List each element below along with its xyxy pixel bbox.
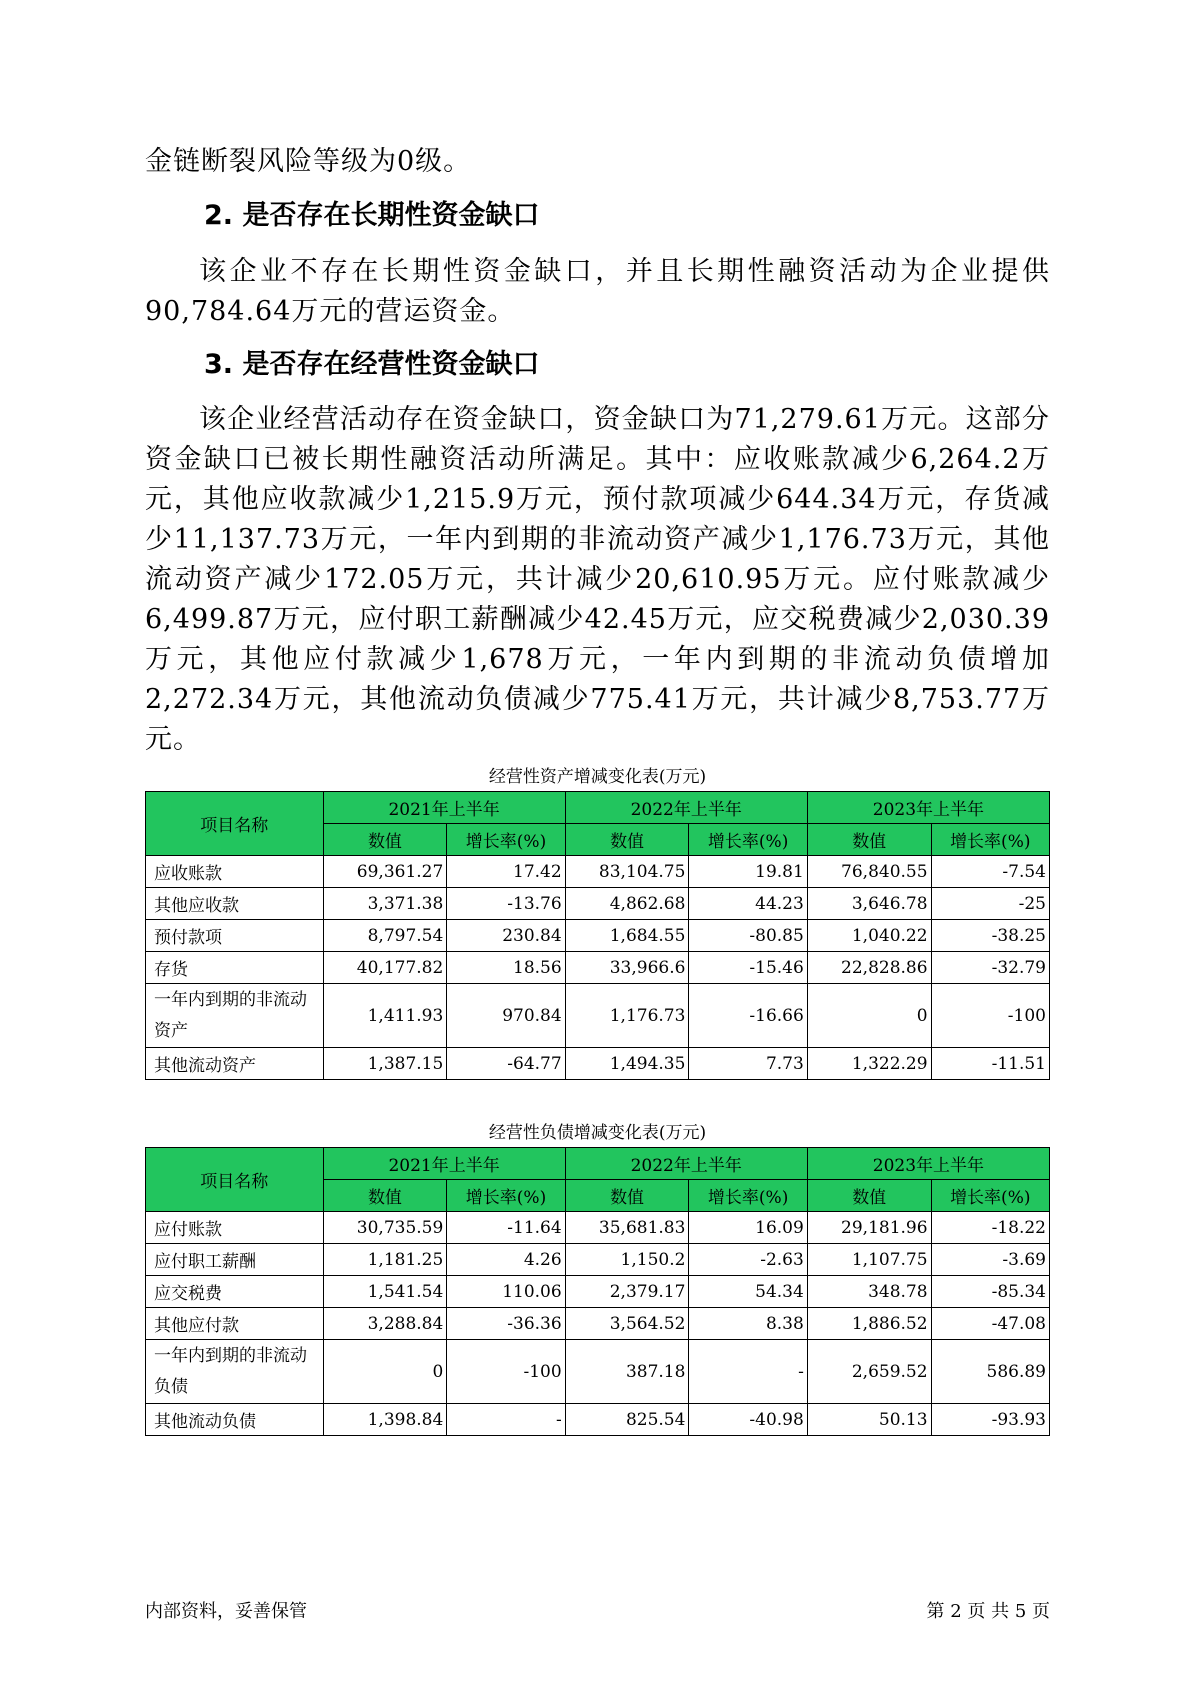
value-cell: 1,684.55: [565, 920, 689, 952]
value-header: 数值: [565, 824, 689, 856]
growth-cell: -100: [931, 984, 1049, 1048]
growth-cell: -40.98: [689, 1404, 807, 1436]
liabilities-period-header: 2023年上半年: [807, 1148, 1049, 1180]
growth-cell: 7.73: [689, 1048, 807, 1080]
growth-header: 增长率(%): [447, 824, 565, 856]
value-cell: 1,040.22: [807, 920, 931, 952]
row-label: 应付账款: [146, 1212, 324, 1244]
value-header: 数值: [323, 824, 447, 856]
row-label: 应收账款: [146, 856, 324, 888]
growth-header: 增长率(%): [689, 824, 807, 856]
table-row: [146, 856, 1050, 888]
growth-cell: -100: [447, 1340, 565, 1404]
value-header: 数值: [565, 1180, 689, 1212]
growth-cell: -47.08: [931, 1308, 1049, 1340]
table-row: [146, 1244, 1050, 1276]
liabilities-table: [145, 1147, 1050, 1436]
value-cell: 76,840.55: [807, 856, 931, 888]
table-row: [146, 1404, 1050, 1436]
liabilities-table-body: [146, 1212, 1050, 1436]
growth-cell: -18.22: [931, 1212, 1049, 1244]
table-row: [146, 1308, 1050, 1340]
growth-cell: 970.84: [447, 984, 565, 1048]
value-cell: 1,176.73: [565, 984, 689, 1048]
value-cell: 0: [323, 1340, 447, 1404]
value-cell: 40,177.82: [323, 952, 447, 984]
growth-cell: -11.64: [447, 1212, 565, 1244]
row-label: 预付款项: [146, 920, 324, 952]
row-label: 应交税费: [146, 1276, 324, 1308]
liabilities-table-caption: 经营性负债增减变化表(万元): [488, 1123, 707, 1143]
value-cell: 8,797.54: [323, 920, 447, 952]
growth-cell: -80.85: [689, 920, 807, 952]
value-cell: 69,361.27: [323, 856, 447, 888]
footer-page-number: 第 2 页 共 5 页: [926, 1601, 1050, 1622]
growth-header: 增长率(%): [447, 1180, 565, 1212]
section3-text: 该企业经营活动存在资金缺口，资金缺口为71,279.61万元。这部分资金缺口已被长期性融资活动所满足。其中：应收账款减少6,264.2万元，其他应收款减少1,215.9万元，预付款项减少644.34万元，存货减少11,137.73万元，一年内到期的非流动资产减少1,176.73万元，其他流动资产减少172.05万元，共计减少20,610.95万元。应付账款减少6,499.87万元，应付职工薪酬减少42.45万元，应交税费减少2,030.39万元，其他应付款减少1,678万元，一年内到期的非流动负债增加2,272.34万元，其他流动负债减少775.41万元，共计减少8,753.77万元。: [145, 404, 1050, 755]
liabilities-period-header: 2021年上半年: [323, 1148, 565, 1180]
value-cell: 348.78: [807, 1276, 931, 1308]
table-row: [146, 1340, 1050, 1404]
value-cell: 3,371.38: [323, 888, 447, 920]
value-cell: 825.54: [565, 1404, 689, 1436]
row-label: 一年内到期的非流动负债: [146, 1340, 324, 1404]
growth-cell: 17.42: [447, 856, 565, 888]
value-cell: 29,181.96: [807, 1212, 931, 1244]
value-cell: 1,150.2: [565, 1244, 689, 1276]
table-row: [146, 984, 1050, 1048]
growth-cell: -: [689, 1340, 807, 1404]
row-label: 应付职工薪酬: [146, 1244, 324, 1276]
value-cell: 35,681.83: [565, 1212, 689, 1244]
liabilities-period-header: 2022年上半年: [565, 1148, 807, 1180]
section2-heading: 2. 是否存在长期性资金缺口: [204, 200, 540, 231]
growth-cell: -7.54: [931, 856, 1049, 888]
value-cell: 1,387.15: [323, 1048, 447, 1080]
assets-table-caption: 经营性资产增减变化表(万元): [488, 767, 707, 787]
value-cell: 2,659.52: [807, 1340, 931, 1404]
value-cell: 1,541.54: [323, 1276, 447, 1308]
growth-cell: 110.06: [447, 1276, 565, 1308]
row-label: 一年内到期的非流动资产: [146, 984, 324, 1048]
growth-cell: -36.36: [447, 1308, 565, 1340]
table-row: [146, 1048, 1050, 1080]
row-label: 存货: [146, 952, 324, 984]
table-row: [146, 1212, 1050, 1244]
value-cell: 3,564.52: [565, 1308, 689, 1340]
value-cell: 50.13: [807, 1404, 931, 1436]
growth-header: 增长率(%): [689, 1180, 807, 1212]
growth-cell: 8.38: [689, 1308, 807, 1340]
liabilities-header-row: [146, 1148, 1050, 1180]
value-header: 数值: [807, 1180, 931, 1212]
growth-cell: -93.93: [931, 1404, 1049, 1436]
section3-paragraph: [145, 400, 1050, 760]
growth-cell: -64.77: [447, 1048, 565, 1080]
value-cell: 387.18: [565, 1340, 689, 1404]
growth-cell: -25: [931, 888, 1049, 920]
growth-cell: 4.26: [447, 1244, 565, 1276]
value-cell: 1,398.84: [323, 1404, 447, 1436]
value-header: 数值: [323, 1180, 447, 1212]
growth-cell: -16.66: [689, 984, 807, 1048]
value-cell: 4,862.68: [565, 888, 689, 920]
growth-cell: -13.76: [447, 888, 565, 920]
value-cell: 83,104.75: [565, 856, 689, 888]
value-cell: 3,288.84: [323, 1308, 447, 1340]
assets-period-header: 2022年上半年: [565, 792, 807, 824]
growth-cell: 44.23: [689, 888, 807, 920]
footer-confidential-note: 内部资料，妥善保管: [145, 1601, 307, 1622]
growth-cell: -: [447, 1404, 565, 1436]
growth-cell: 18.56: [447, 952, 565, 984]
growth-cell: -32.79: [931, 952, 1049, 984]
growth-cell: 19.81: [689, 856, 807, 888]
section3-heading: 3. 是否存在经营性资金缺口: [204, 349, 540, 380]
table-row: [146, 1276, 1050, 1308]
growth-cell: -2.63: [689, 1244, 807, 1276]
growth-header: 增长率(%): [931, 824, 1049, 856]
growth-cell: -15.46: [689, 952, 807, 984]
value-cell: 1,107.75: [807, 1244, 931, 1276]
growth-cell: -38.25: [931, 920, 1049, 952]
table-row: [146, 952, 1050, 984]
row-label: 其他流动资产: [146, 1048, 324, 1080]
assets-table-body: [146, 856, 1050, 1080]
section2-text: 该企业不存在长期性资金缺口，并且长期性融资活动为企业提供90,784.64万元的营运资金。: [145, 256, 1050, 327]
value-header: 数值: [807, 824, 931, 856]
assets-period-header: 2021年上半年: [323, 792, 565, 824]
assets-table: [145, 791, 1050, 1080]
growth-cell: -3.69: [931, 1244, 1049, 1276]
value-cell: 30,735.59: [323, 1212, 447, 1244]
assets-header-row: [146, 792, 1050, 824]
value-cell: 3,646.78: [807, 888, 931, 920]
section2-paragraph: [145, 252, 1050, 332]
intro-paragraph: [145, 142, 1050, 182]
value-cell: 22,828.86: [807, 952, 931, 984]
liabilities-name-header: 项目名称: [146, 1148, 324, 1212]
growth-cell: -11.51: [931, 1048, 1049, 1080]
growth-cell: 16.09: [689, 1212, 807, 1244]
value-cell: 33,966.6: [565, 952, 689, 984]
growth-cell: 230.84: [447, 920, 565, 952]
value-cell: 1,886.52: [807, 1308, 931, 1340]
row-label: 其他流动负债: [146, 1404, 324, 1436]
value-cell: 0: [807, 984, 931, 1048]
growth-cell: 54.34: [689, 1276, 807, 1308]
row-label: 其他应收款: [146, 888, 324, 920]
value-cell: 1,322.29: [807, 1048, 931, 1080]
value-cell: 2,379.17: [565, 1276, 689, 1308]
growth-cell: -85.34: [931, 1276, 1049, 1308]
table-row: [146, 920, 1050, 952]
value-cell: 1,494.35: [565, 1048, 689, 1080]
intro-text: 金链断裂风险等级为0级。: [145, 146, 472, 177]
assets-name-header: 项目名称: [146, 792, 324, 856]
assets-period-header: 2023年上半年: [807, 792, 1049, 824]
growth-header: 增长率(%): [931, 1180, 1049, 1212]
value-cell: 1,411.93: [323, 984, 447, 1048]
value-cell: 1,181.25: [323, 1244, 447, 1276]
table-row: [146, 888, 1050, 920]
growth-cell: 586.89: [931, 1340, 1049, 1404]
row-label: 其他应付款: [146, 1308, 324, 1340]
